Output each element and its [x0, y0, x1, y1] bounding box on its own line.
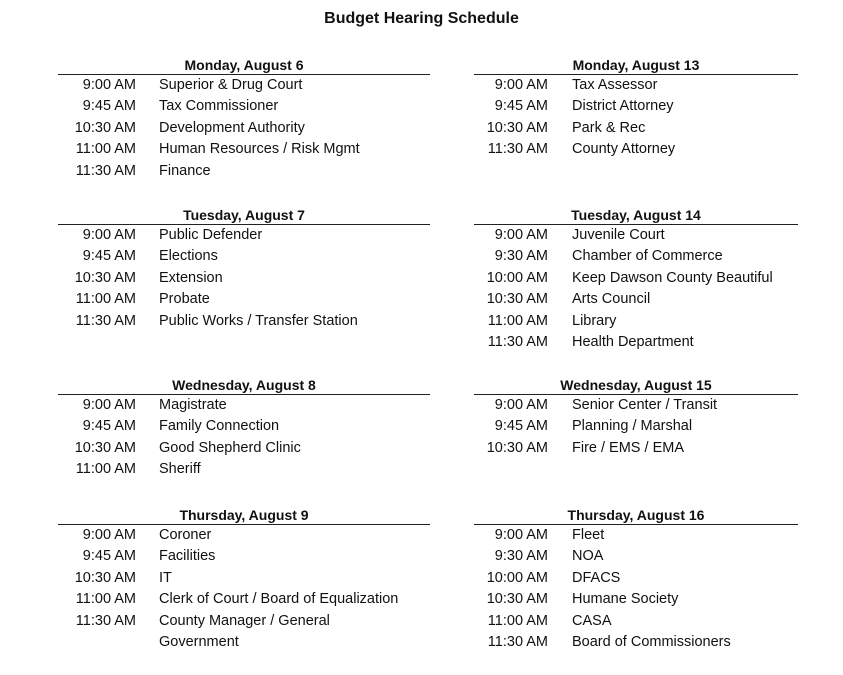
day-block: [58, 206, 430, 332]
hearing-time: 9:30 AM: [494, 248, 548, 265]
schedule-row: [58, 118, 430, 139]
hearing-time: 10:30 AM: [486, 119, 548, 136]
department-name: Library: [572, 312, 617, 329]
hearing-time: 10:30 AM: [486, 439, 548, 456]
schedule-row: [474, 246, 798, 267]
department-name: Fire / EMS / EMA: [572, 439, 684, 456]
department-name: County Manager / General: [159, 612, 330, 629]
hearing-time: 11:00 AM: [75, 291, 136, 308]
hearing-time: 11:00 AM: [487, 612, 548, 629]
day-header: Monday, August 6: [58, 56, 430, 75]
department-name: CASA: [572, 612, 612, 629]
hearing-time: 9:45 AM: [82, 548, 136, 565]
day-block: [58, 506, 430, 653]
department-name: Health Department: [572, 333, 694, 350]
schedule-row: [58, 525, 430, 546]
schedule-row: [474, 75, 798, 96]
schedule-row: [474, 546, 798, 567]
hearing-time: 11:00 AM: [75, 591, 136, 608]
hearing-time: 10:00 AM: [486, 269, 548, 286]
schedule-row: [58, 546, 430, 567]
department-name: Juvenile Court: [572, 227, 665, 243]
department-name: Good Shepherd Clinic: [159, 439, 301, 456]
hearing-time: 9:45 AM: [494, 98, 548, 115]
department-name: Clerk of Court / Board of Equalization: [159, 591, 399, 608]
department-name: Facilities: [159, 548, 216, 565]
hearing-time: 9:45 AM: [494, 418, 548, 435]
schedule-row: [474, 289, 798, 310]
department-name: Board of Commissioners: [572, 633, 731, 650]
hearing-time: 11:30 AM: [75, 162, 136, 179]
schedule-row: [474, 589, 798, 610]
hearing-time: 9:00 AM: [82, 527, 136, 543]
schedule-row: [58, 416, 430, 437]
hearing-time: 11:30 AM: [487, 333, 548, 350]
schedule-row: [58, 611, 430, 632]
schedule-row: [58, 438, 430, 459]
day-block: [474, 376, 798, 459]
hearing-time: 10:30 AM: [74, 439, 136, 456]
department-name: Extension: [159, 269, 223, 286]
hearing-time: 11:30 AM: [75, 312, 136, 329]
schedule-row: [58, 246, 430, 267]
schedule-row: [58, 289, 430, 310]
department-name: Public Works / Transfer Station: [159, 312, 358, 329]
schedule-row: [58, 161, 430, 182]
hearing-time: 11:30 AM: [487, 141, 548, 158]
hearing-time: 9:00 AM: [494, 397, 548, 413]
department-name: DFACS: [572, 569, 621, 586]
hearing-time: 9:30 AM: [494, 548, 548, 565]
department-name: NOA: [572, 548, 604, 565]
schedule-row: [58, 225, 430, 246]
department-name: Arts Council: [572, 291, 651, 308]
schedule-row: [474, 568, 798, 589]
department-name: Humane Society: [572, 591, 679, 608]
schedule-row: [58, 75, 430, 96]
hearing-time: 11:00 AM: [487, 312, 548, 329]
schedule-row: [474, 438, 798, 459]
schedule-row: [58, 268, 430, 289]
schedule-row: [474, 225, 798, 246]
department-name: Magistrate: [159, 397, 227, 413]
day-header: Wednesday, August 8: [58, 376, 430, 395]
schedule-row: [474, 96, 798, 117]
schedule-row: [474, 268, 798, 289]
department-name: Park & Rec: [572, 119, 646, 136]
hearing-time: 10:30 AM: [486, 291, 548, 308]
hearing-time: 10:30 AM: [486, 591, 548, 608]
hearing-time: 11:00 AM: [75, 141, 136, 158]
department-name: Superior & Drug Court: [159, 77, 303, 93]
hearing-time: 10:30 AM: [74, 269, 136, 286]
day-header: Tuesday, August 7: [58, 206, 430, 225]
hearing-time: 9:00 AM: [82, 227, 136, 243]
department-name: Chamber of Commerce: [572, 248, 723, 265]
schedule-row: [474, 395, 798, 416]
day-block: [58, 56, 430, 182]
hearing-time: 11:30 AM: [75, 612, 136, 629]
department-name: Family Connection: [159, 418, 280, 435]
hearing-time: 10:30 AM: [74, 119, 136, 136]
department-name: County Attorney: [572, 141, 676, 158]
schedule-row: [474, 632, 798, 653]
day-block: [474, 506, 798, 653]
day-block: [58, 376, 430, 481]
schedule-row: [474, 611, 798, 632]
hearing-time: 11:30 AM: [487, 633, 548, 650]
hearing-time: 9:45 AM: [82, 98, 136, 115]
department-name: Senior Center / Transit: [572, 397, 718, 413]
department-name: Development Authority: [159, 119, 305, 136]
hearing-time: 9:45 AM: [82, 418, 136, 435]
day-header: Thursday, August 16: [474, 506, 798, 525]
page-title: Budget Hearing Schedule: [324, 10, 519, 27]
department-name: Government: [159, 633, 239, 650]
hearing-time: 9:00 AM: [494, 77, 548, 93]
hearing-time: 10:00 AM: [486, 569, 548, 586]
schedule-row: [58, 459, 430, 480]
day-header: Wednesday, August 15: [474, 376, 798, 395]
schedule-row: [474, 139, 798, 160]
department-name: Sheriff: [159, 461, 201, 478]
schedule-row: [58, 395, 430, 416]
hearing-time: 11:00 AM: [75, 461, 136, 478]
schedule-row: [58, 568, 430, 589]
hearing-time: 9:00 AM: [494, 527, 548, 543]
department-name: Fleet: [572, 527, 605, 543]
hearing-time: 9:00 AM: [82, 77, 136, 93]
schedule-row: [58, 632, 430, 653]
schedule-row: [58, 96, 430, 117]
department-name: Public Defender: [159, 227, 263, 243]
department-name: IT: [159, 569, 172, 586]
department-name: Tax Commissioner: [159, 98, 279, 115]
hearing-time: [58, 632, 136, 653]
day-block: [474, 56, 798, 161]
schedule-row: [474, 332, 798, 353]
day-header: Thursday, August 9: [58, 506, 430, 525]
department-name: Planning / Marshal: [572, 418, 693, 435]
schedule-row: [474, 416, 798, 437]
department-name: Keep Dawson County Beautiful: [572, 269, 773, 286]
department-name: District Attorney: [572, 98, 674, 115]
day-header: Monday, August 13: [474, 56, 798, 75]
hearing-time: 10:30 AM: [74, 569, 136, 586]
schedule-row: [474, 311, 798, 332]
schedule-row: [58, 589, 430, 610]
schedule-row: [58, 311, 430, 332]
schedule-row: [58, 139, 430, 160]
department-name: Finance: [159, 162, 211, 179]
department-name: Coroner: [159, 527, 212, 543]
hearing-time: 9:00 AM: [82, 397, 136, 413]
hearing-time: 9:00 AM: [494, 227, 548, 243]
day-block: [474, 206, 798, 353]
schedule-row: [474, 118, 798, 139]
hearing-time: 9:45 AM: [82, 248, 136, 265]
schedule-row: [474, 525, 798, 546]
department-name: Human Resources / Risk Mgmt: [159, 141, 360, 158]
department-name: Probate: [159, 291, 210, 308]
day-header: Tuesday, August 14: [474, 206, 798, 225]
department-name: Elections: [159, 248, 218, 265]
department-name: Tax Assessor: [572, 77, 658, 93]
